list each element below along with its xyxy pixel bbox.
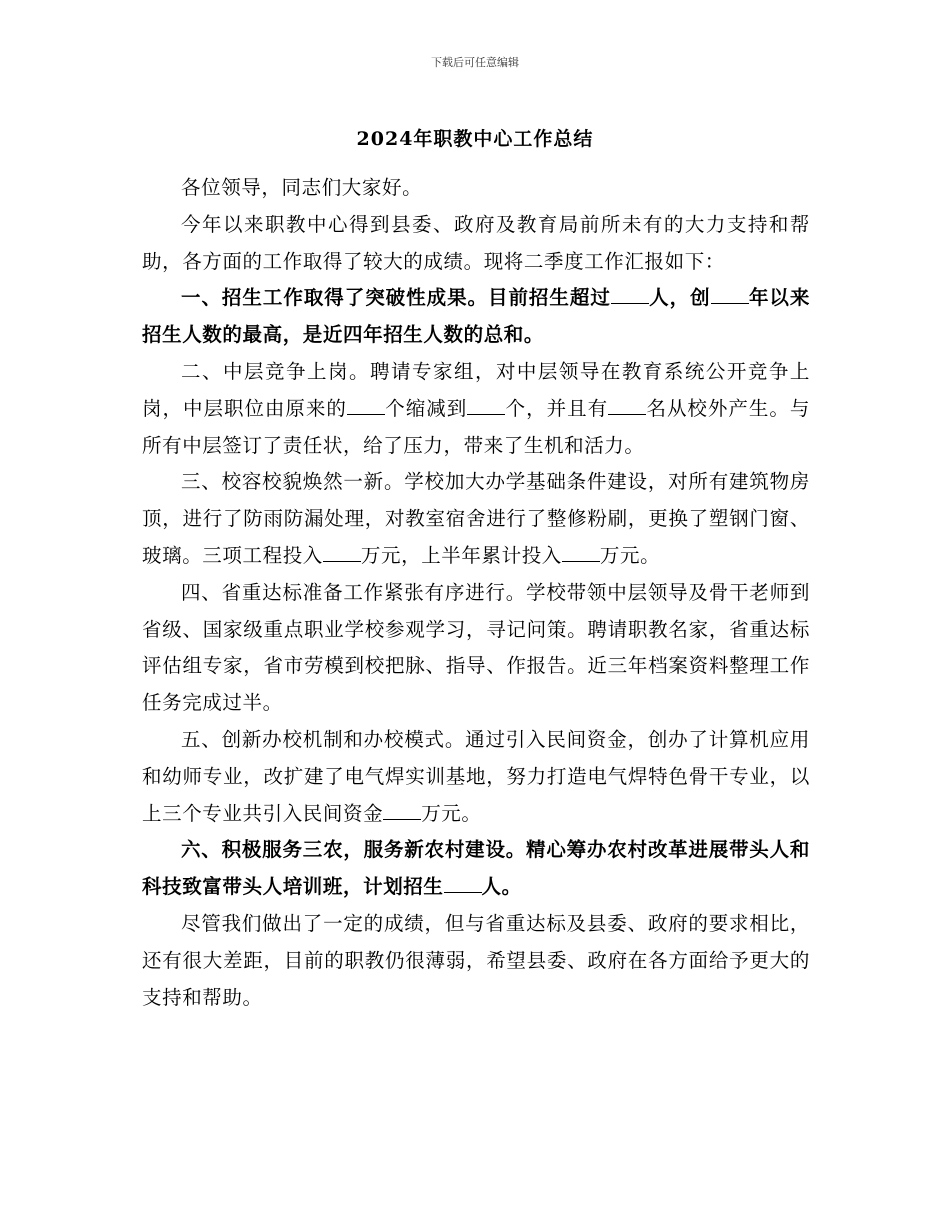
section-5-text-a: 五、创新办校机制和办校模式。通过引入民间资金，创办了计算机应用和幼师专业，改扩建了电气焊实训基地，努力打造电气焊特色骨干专业，以上三个专业共引入民间资金 <box>142 727 810 825</box>
section-2-text-c: 个，并且有 <box>505 396 609 420</box>
fill-blank <box>711 283 749 304</box>
greeting-paragraph: 各位领导，同志们大家好。 <box>181 176 423 199</box>
section-6-paragraph <box>142 832 810 906</box>
fill-blank <box>611 283 649 304</box>
header-note: 下载后可任意编辑 <box>431 56 519 69</box>
fill-blank <box>323 541 361 562</box>
section-5-text-b: 万元。 <box>421 801 482 825</box>
fill-blank <box>562 541 600 562</box>
section-3-paragraph <box>142 464 810 574</box>
document-body <box>142 170 810 1016</box>
section-6-text-a: 六、积极服务三农，服务新农村建设。精心筹办农村改革进展带头人和科技致富带头人培训班，计划招生 <box>142 838 810 899</box>
section-2-text-b: 个缩减到 <box>384 396 468 420</box>
section-2-text-a: 二、中层竞争上岗。聘请专家组，对中层领导在教育系统公开竞争上岗，中层职位由原来的 <box>142 359 810 420</box>
section-6-text-b: 人。 <box>481 875 522 899</box>
section-2-text-d: 名从校外产生。与所有中层签订了责任状，给了压力，带来了生机和活力。 <box>142 396 810 457</box>
section-1-paragraph <box>142 280 810 354</box>
section-4-paragraph: 四、省重达标准备工作紧张有序进行。学校带领中层领导及骨干老师到省级、国家级重点职业学校参观学习，寻记问策。聘请职教名家，省重达标评估组专家，省市劳模到校把脉、指导、作报告。近三年档案资料整理工作任务完成过半。 <box>142 580 810 715</box>
fill-blank <box>347 394 385 415</box>
fill-blank <box>467 394 505 415</box>
section-3-text-c: 万元。 <box>599 543 661 567</box>
document-title: 2024年职教中心工作总结 <box>356 128 594 150</box>
fill-blank <box>383 799 421 820</box>
section-1-text-b: 人，创 <box>648 286 711 310</box>
section-5-paragraph <box>142 722 810 832</box>
intro-paragraph: 今年以来职教中心得到县委、政府及教育局前所未有的大力支持和帮助，各方面的工作取得了较大的成绩。现将二季度工作汇报如下： <box>142 212 810 273</box>
closing-paragraph: 尽管我们做出了一定的成绩，但与省重达标及县委、政府的要求相比，还有很大差距，目前的职教仍很薄弱，希望县委、政府在各方面给予更大的支持和帮助。 <box>142 911 810 1009</box>
section-1-text-a: 一、招生工作取得了突破性成果。目前招生超过 <box>181 286 611 310</box>
section-2-paragraph <box>142 354 810 464</box>
fill-blank <box>608 394 646 415</box>
section-3-text-a: 三、校容校貌焕然一新。学校加大办学基础条件建设，对所有建筑物房顶，进行了防雨防漏处理，对教室宿舍进行了整修粉刷，更换了塑钢门窗、玻璃。三项工程投入 <box>142 470 810 567</box>
fill-blank <box>444 872 482 893</box>
section-1-text-c: 年以来招生人数的最高，是近四年招生人数的总和。 <box>142 286 810 347</box>
section-3-text-b: 万元，上半年累计投入 <box>360 543 562 567</box>
